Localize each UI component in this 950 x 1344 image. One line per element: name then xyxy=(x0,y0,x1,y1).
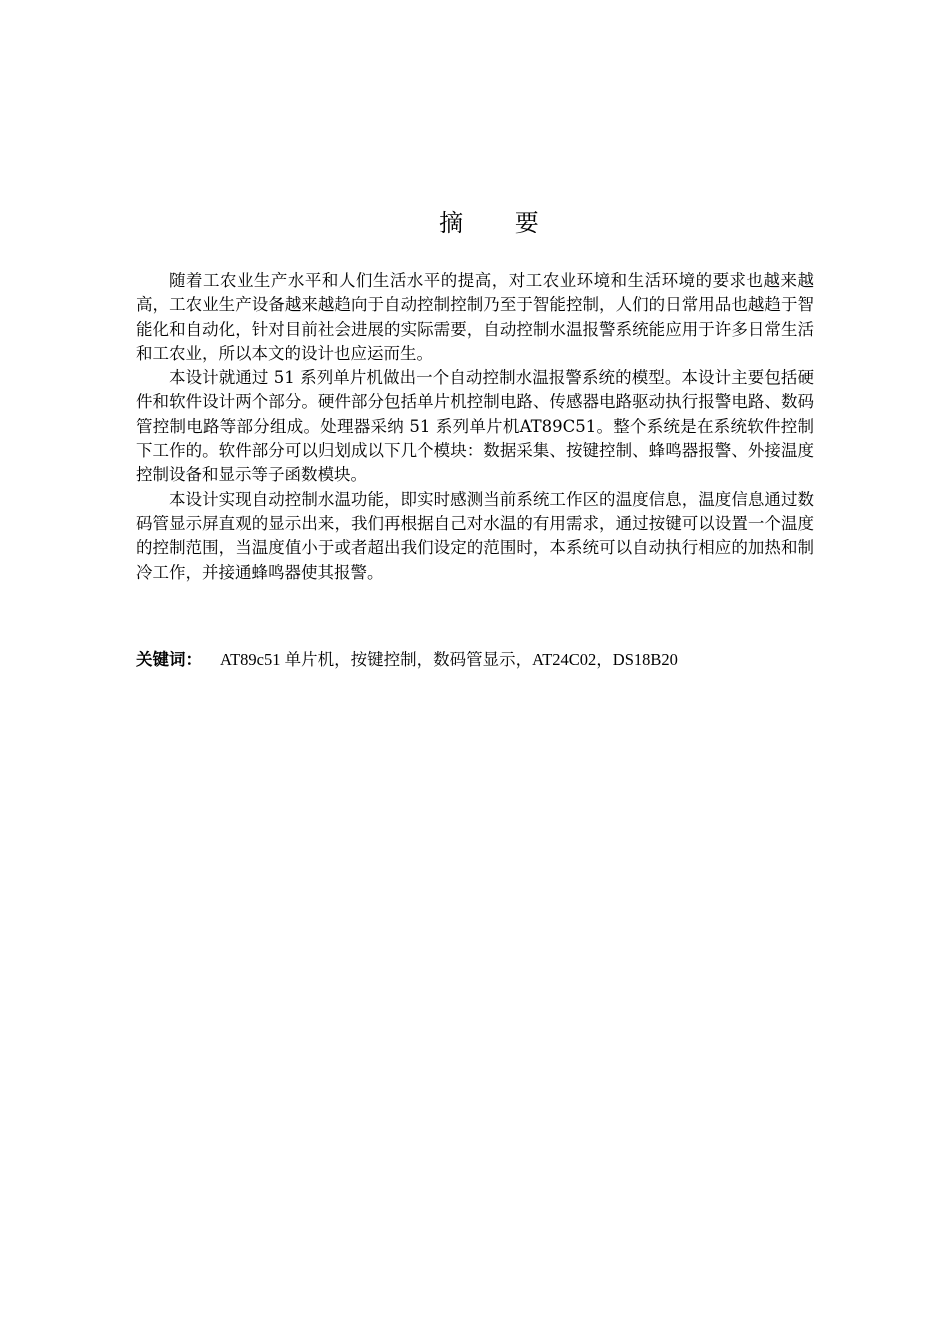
abstract-paragraph-3: 本设计实现自动控制水温功能，即实时感测当前系统工作区的温度信息，温度信息通过数码管显示屏直观的显示出来，我们再根据自己对水温的有用需求，通过按键可以设置一个温度的控制范围，当温度值小于或者超出我们设定的范围时，本系统可以自动执行相应的加热和制冷工作，并接通蜂鸣器使其报警。 xyxy=(136,489,814,582)
abstract-paragraph-2: 本设计就通过 51 系列单片机做出一个自动控制水温报警系统的模型。本设计主要包括硬件和软件设计两个部分。硬件部分包括单片机控制电路、传感器电路驱动执行报警电路、数码管控制电路等部分组成。处理器采纳 51 系列单片机AT89C51。整个系统是在系统软件控制下工作的。软件部分可以归划成以下几个模块：数据采集、按键控制、蜂鸣器报警、外接温度控制设备和显示等子函数模块。 xyxy=(136,368,814,485)
abstract-paragraph-1: 随着工农业生产水平和人们生活水平的提高，对工农业环境和生活环境的要求也越来越高，工农业生产设备越来越趋向于自动控制控制乃至于智能控制，人们的日常用品也越趋于智能化和自动化，针对目前社会进展的实际需要，自动控制水温报警系统能应用于许多日常生活和工农业，所以本文的设计也应运而生。 xyxy=(136,271,814,363)
keywords-label: 关键词： xyxy=(136,650,202,669)
keywords-line xyxy=(136,648,814,672)
page-title: 摘 要 xyxy=(439,209,561,237)
abstract-body xyxy=(136,269,814,585)
keywords-value: AT89c51 单片机，按键控制，数码管显示，AT24C02，DS18B20 xyxy=(220,650,678,669)
